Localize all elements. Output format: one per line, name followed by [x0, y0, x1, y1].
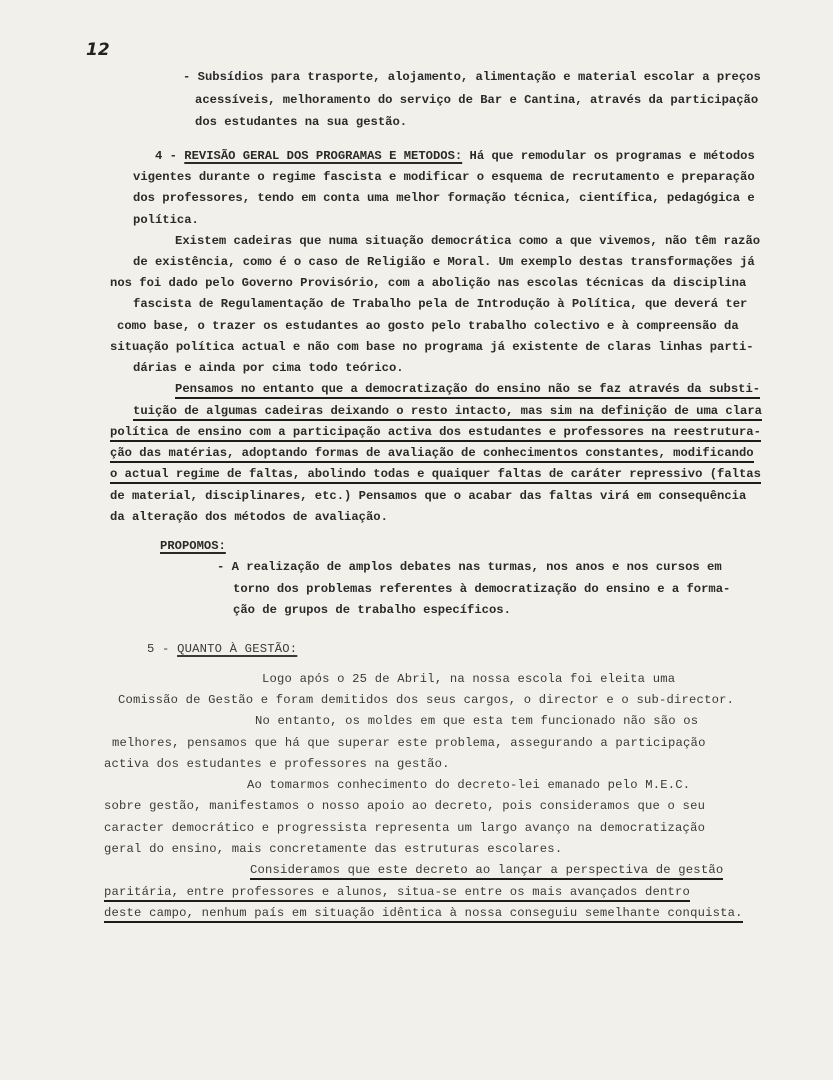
section-heading — [147, 640, 297, 658]
propomos-label: PROPOMOS: — [160, 539, 226, 553]
text-line: geral do ensino, mais concretamente das estruturas escolares. — [104, 842, 563, 856]
page-number: 12 — [86, 40, 110, 60]
text-line: activa dos estudantes e professores na gestão. — [104, 757, 450, 771]
text-line: Logo após o 25 de Abril, na nossa escola foi eleita uma — [262, 672, 676, 686]
underlined-text: ção das matérias, adoptando formas de avaliação de conhecimentos constantes, modificando — [110, 446, 754, 463]
text-line: política. — [133, 213, 199, 227]
text-line: nos foi dado pelo Governo Provisório, com a abolição nas escolas técnicas da disciplina — [110, 276, 747, 290]
underlined-text: tuição de algumas cadeiras deixando o resto intacto, mas sim na definição de uma clara — [133, 404, 762, 421]
text-line: situação política actual e não com base no programa já existente de claras linhas parti- — [110, 340, 754, 354]
text-line: dárias e ainda por cima todo teórico. — [133, 361, 404, 375]
text-line — [104, 904, 743, 922]
text-line: acessíveis, melhoramento do serviço de Bar e Cantina, através da participação — [195, 93, 759, 107]
text-line — [133, 402, 762, 420]
text-line — [104, 883, 690, 901]
text-line: como base, o trazer os estudantes ao gosto pelo trabalho colectivo e à compreensão da — [117, 319, 739, 333]
underlined-text: paritária, entre professores e alunos, situa-se entre os mais avançados dentro — [104, 885, 690, 902]
text-line: Existem cadeiras que numa situação democrática como a que vivemos, não têm razão — [175, 234, 761, 248]
text-line: No entanto, os moldes em que esta tem funcionado não são os — [255, 714, 699, 728]
text-line: da alteração dos métodos de avaliação. — [110, 510, 388, 524]
text-line: fascista de Regulamentação de Trabalho pela de Introdução à Política, que deverá ter — [133, 297, 748, 311]
text-line — [110, 465, 761, 483]
text-line: caracter democrático e progressista representa um largo avanço na democratização — [104, 821, 706, 835]
section-heading — [155, 147, 755, 165]
text-line: - Subsídios para trasporte, alojamento, alimentação e material escolar a preços — [183, 70, 761, 84]
text-line — [175, 380, 760, 398]
underlined-text: o actual regime de faltas, abolindo todas e quaiquer faltas de caráter repressivo (faltas — [110, 467, 761, 484]
list-item-continuation: ção de grupos de trabalho específicos. — [233, 603, 511, 617]
text-line — [110, 444, 754, 462]
text-line: Há que remodular os programas e métodos — [469, 149, 755, 163]
underlined-text: Consideramos que este decreto ao lançar a perspectiva de gestão — [250, 863, 723, 880]
text-line: dos professores, tendo em conta uma melhor formação técnica, científica, pedagógica e — [133, 191, 755, 205]
underlined-text: Pensamos no entanto que a democratização do ensino não se faz através da substi- — [175, 382, 760, 399]
list-item-continuation: torno dos problemas referentes à democratização do ensino e a forma- — [233, 582, 731, 596]
section-number: 4 - — [155, 149, 177, 163]
text-line: melhores, pensamos que há que superar este problema, assegurando a participação — [112, 736, 706, 750]
list-item: - A realização de amplos debates nas turmas, nos anos e nos cursos em — [217, 560, 722, 574]
text-line: sobre gestão, manifestamos o nosso apoio ao decreto, pois consideramos que o seu — [104, 799, 706, 813]
text-line: de existência, como é o caso de Religião e Moral. Um exemplo destas transformações já — [133, 255, 755, 269]
text-line: dos estudantes na sua gestão. — [195, 115, 408, 129]
underlined-text: política de ensino com a participação activa dos estudantes e professores na reestrutura- — [110, 425, 761, 442]
text-line: de material, disciplinares, etc.) Pensamos que o acabar das faltas virá em consequência — [110, 489, 747, 503]
text-line: Comissão de Gestão e foram demitidos dos seus cargos, o director e o sub-director. — [118, 693, 735, 707]
section-number: 5 - — [147, 642, 170, 656]
section-title: QUANTO À GESTÃO: — [177, 642, 298, 656]
section-title: REVISÃO GERAL DOS PROGRAMAS E METODOS: — [184, 149, 463, 163]
text-line: vigentes durante o regime fascista e modificar o esquema de recrutamento e preparação — [133, 170, 755, 184]
text-line: Ao tomarmos conhecimento do decreto-lei emanado pelo M.E.C. — [247, 778, 691, 792]
text-line — [250, 861, 723, 879]
underlined-text: deste campo, nenhum país em situação idêntica à nossa conseguiu semelhante conquista. — [104, 906, 743, 923]
text-line — [110, 423, 761, 441]
